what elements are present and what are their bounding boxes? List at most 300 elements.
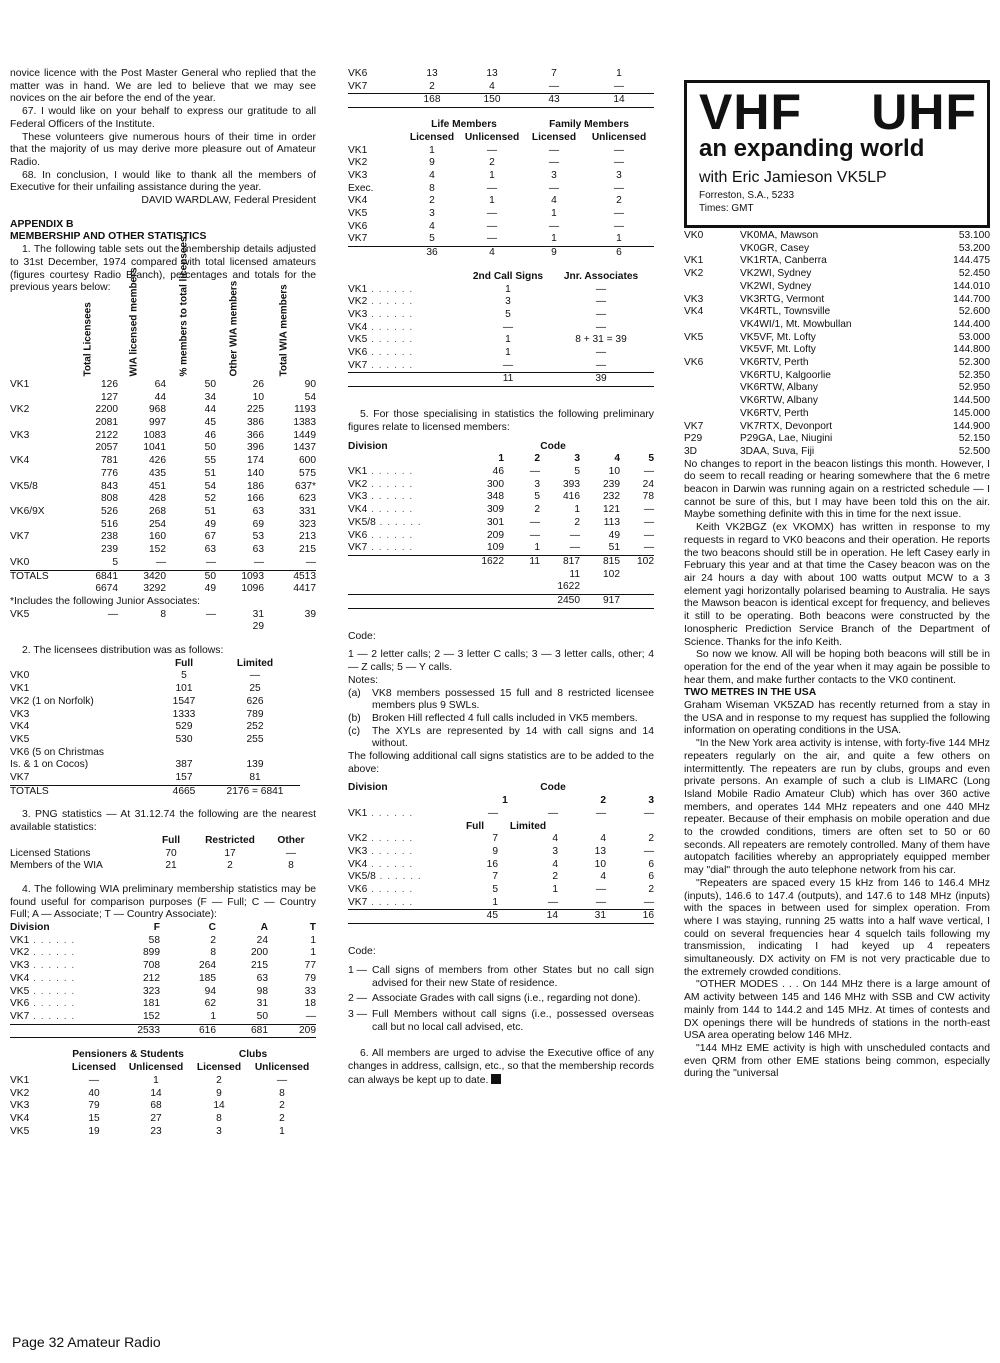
table-cell: 2 xyxy=(429,80,435,92)
table-cell: 13 xyxy=(594,845,606,857)
table-cell: 6 xyxy=(584,247,654,260)
table-cell xyxy=(10,960,122,973)
table-cell: 393 xyxy=(563,478,580,490)
table-cell: 997 xyxy=(149,417,166,429)
table-cell: 264 xyxy=(199,960,216,972)
table-row xyxy=(10,609,316,622)
table-row xyxy=(684,408,990,421)
table-cell: 2 xyxy=(648,884,654,896)
table-cell: A xyxy=(260,922,268,934)
table-row xyxy=(10,392,316,405)
table-row xyxy=(348,81,654,94)
table-cell: VK1 xyxy=(684,255,704,267)
table-cell: 90 xyxy=(304,378,316,390)
row-label: VK1 xyxy=(348,807,368,819)
table-row xyxy=(684,433,990,446)
table-cell: 121 xyxy=(603,504,620,516)
table-cell xyxy=(504,581,540,594)
table-cell: 127 xyxy=(101,391,118,403)
table-header-row xyxy=(10,835,316,848)
table-cell xyxy=(580,581,620,594)
table-cell: VK3 xyxy=(10,708,30,720)
table-cell: 24 xyxy=(642,478,654,490)
table-cell: 63 xyxy=(252,505,264,517)
table-cell: — xyxy=(487,807,498,819)
table-cell: 2200 xyxy=(95,404,118,416)
table-row xyxy=(348,170,654,183)
table-cell: 4 xyxy=(429,220,435,232)
table-cell: 1 xyxy=(310,934,316,946)
table-cell: TOTALS xyxy=(10,570,72,583)
table-cell: — xyxy=(613,220,625,232)
vhf-uhf-masthead xyxy=(684,80,990,228)
table-cell: 623 xyxy=(299,493,316,505)
table-cell: 2 xyxy=(489,157,495,169)
table-total-row xyxy=(348,94,654,108)
table-cell: 3 xyxy=(552,845,558,857)
table-cell: VK3 xyxy=(10,429,30,441)
table-cell: 451 xyxy=(149,480,166,492)
table-row xyxy=(348,157,654,170)
row-label: VK5 xyxy=(348,334,368,346)
table-cell: 144.800 xyxy=(953,344,990,356)
table-cell: 113 xyxy=(603,516,620,528)
table-cell: VK5 xyxy=(10,608,30,620)
table-cell: VK6RTV, Perth xyxy=(740,407,809,419)
table-cell: 899 xyxy=(143,947,160,959)
table-cell: 2 xyxy=(279,1100,285,1112)
table-cell xyxy=(348,347,468,360)
table-cell: Licensed Stations xyxy=(10,847,91,859)
table-cell: — xyxy=(547,896,558,908)
table-cell: 45 xyxy=(204,417,216,429)
table-cell: — xyxy=(613,80,625,92)
table-cell xyxy=(684,382,740,395)
table-row xyxy=(684,268,990,281)
table-cell: 62 xyxy=(204,998,216,1010)
table-cell: 1 xyxy=(153,1074,159,1086)
table-cell: 3 xyxy=(574,453,580,465)
leader-dots: . . . . . . xyxy=(375,516,422,528)
code-marker: 3 — xyxy=(348,1009,368,1020)
table-cell: 4 xyxy=(552,858,558,870)
table-cell: 77 xyxy=(304,960,316,972)
table-cell: Full xyxy=(174,657,194,669)
note-marker: (a) xyxy=(348,687,361,699)
table-cell: — xyxy=(643,845,654,857)
code-text: Full Members without call signs (i.e., possessed overseas call but no local call advised, etc. xyxy=(372,1009,654,1033)
table-cell: — xyxy=(613,208,625,220)
table-row xyxy=(10,960,316,973)
table-row xyxy=(684,230,990,243)
table-total-row xyxy=(10,785,300,798)
table-cell: 255 xyxy=(246,733,264,745)
table-row xyxy=(684,319,990,332)
leader-dots: . . . . . . xyxy=(367,334,414,346)
table-cell: 815 xyxy=(580,555,620,568)
table-cell xyxy=(10,658,158,671)
table-cell: — xyxy=(205,556,216,568)
leader-dots: . . . . . . xyxy=(367,833,414,845)
table-cell: 209 xyxy=(268,1024,316,1038)
table-cell: 152 xyxy=(149,544,166,556)
appendix-intro: 1. The following table sets out the membership details adjusted to 31st December, 1974 compared with total licensed amateurs (figures courtesy Radio Branch), percentages and totals for the previous years below: xyxy=(10,244,316,294)
table-cell: 3292 xyxy=(143,583,166,595)
table-row xyxy=(10,683,300,696)
leader-dots: . . . . . . xyxy=(367,321,414,333)
table-row xyxy=(10,481,316,494)
table-cell: 52.500 xyxy=(958,445,990,457)
table-cell: VK2 (1 on Norfolk) xyxy=(10,695,94,707)
table-cell xyxy=(158,747,210,760)
table-cell: 145.000 xyxy=(953,407,990,419)
table-row xyxy=(684,421,990,434)
table-cell: 44 xyxy=(154,391,166,403)
table-cell xyxy=(72,621,118,634)
table-cell: — xyxy=(595,347,607,359)
row-label: VK1 xyxy=(10,934,30,946)
table-row xyxy=(684,370,990,383)
table-cell: — xyxy=(643,504,654,516)
table-cell xyxy=(10,935,122,948)
table-row xyxy=(10,570,316,583)
table-cell: 1622 xyxy=(452,555,504,568)
table-row xyxy=(348,808,654,821)
table-cell xyxy=(348,555,452,568)
table-row xyxy=(10,986,316,999)
paragraph: These volunteers give numerous hours of their time in order that the majority of us may derive more pleasure out of Amateur Radio. xyxy=(10,131,316,168)
table-cell: Limited xyxy=(509,820,547,832)
table-cell xyxy=(166,621,216,634)
row-label: VK4 xyxy=(348,321,368,333)
table-row xyxy=(10,759,300,772)
table-cell: 5 xyxy=(181,670,187,682)
leader-dots: . . . . . . xyxy=(367,845,414,857)
table-cell: — xyxy=(548,80,560,92)
table-header-row xyxy=(348,271,654,284)
table-row xyxy=(348,296,654,309)
table-cell: 52.600 xyxy=(958,306,990,318)
table-cell: 575 xyxy=(299,467,316,479)
table-cell: — xyxy=(107,608,118,620)
table-cell: 426 xyxy=(149,455,166,467)
table-cell xyxy=(348,542,452,555)
table-cell: 2 xyxy=(429,195,435,207)
table-cell: — xyxy=(529,529,540,541)
code-text: Associate Grades with call signs (i.e., regarding not done). xyxy=(372,993,641,1005)
table-cell: VK1 xyxy=(10,378,30,390)
paragraph: So now we know. All will be hoping both beacons will still be in operation for the end of the year when it may again be possible to hear them, and make further contacts to the VK0 continent. xyxy=(684,649,990,686)
table-row xyxy=(348,360,654,373)
table-cell: 4665 xyxy=(158,785,210,798)
distribution-intro: 2. The licensees distribution was as follows: xyxy=(22,645,224,657)
table-row xyxy=(10,709,300,722)
table-cell: 2 xyxy=(600,795,606,807)
table-cell: 1 xyxy=(429,144,435,156)
table-row xyxy=(10,506,316,519)
appendix-subheading: MEMBERSHIP AND OTHER STATISTICS xyxy=(10,231,207,243)
table-cell xyxy=(264,621,316,634)
table-cell: 70 xyxy=(165,847,177,859)
table-cell: 323 xyxy=(299,518,316,530)
table-cell: — xyxy=(486,182,498,194)
table-cell: 4 xyxy=(600,871,606,883)
table-cell: 1 xyxy=(502,795,508,807)
leader-dots: . . . . . . xyxy=(375,871,422,883)
table-cell: — xyxy=(305,1011,316,1022)
table-cell xyxy=(504,595,540,609)
table-cell: 366 xyxy=(247,429,264,441)
table-cell: 144.500 xyxy=(953,395,990,407)
table-row xyxy=(10,417,316,430)
table-cell: — xyxy=(486,220,498,232)
table-cell: 40 xyxy=(88,1087,100,1099)
table-header-row xyxy=(348,821,654,834)
table-cell xyxy=(10,998,122,1011)
leader-dots: . . . . . . xyxy=(367,542,414,554)
table-cell: 64 xyxy=(154,378,166,390)
membership-note: *Includes the following Junior Associates: xyxy=(10,595,201,607)
table-row xyxy=(348,542,654,555)
table-cell: — xyxy=(613,182,625,194)
paragraph: "144 MHz EME activity is high with unscheduled contacts and even QRM from other EME stations being common, especially during the "universal xyxy=(684,1043,990,1080)
table-cell: 1093 xyxy=(216,570,264,583)
table-cell: Full xyxy=(465,820,485,832)
table-cell: 33 xyxy=(304,985,316,997)
table-cell: — xyxy=(595,896,606,908)
table-cell xyxy=(620,595,654,609)
notes-list xyxy=(348,688,654,752)
row-label: VK1 xyxy=(348,465,368,477)
table-cell: — xyxy=(595,308,607,320)
table-cell xyxy=(10,1011,122,1024)
table-cell: 387 xyxy=(175,759,193,771)
table-cell: 5 xyxy=(429,233,435,245)
table-cell: 168 xyxy=(404,94,460,108)
table-cell: VK7 xyxy=(10,772,30,784)
table-cell: 3 xyxy=(505,296,511,308)
note-marker: (b) xyxy=(348,712,361,724)
table-cell: 13 xyxy=(426,68,438,79)
table-cell: 102 xyxy=(620,555,654,568)
table-cell: 323 xyxy=(143,985,160,997)
table-cell: VK5 xyxy=(10,733,30,745)
table-cell: 776 xyxy=(101,467,118,479)
table-cell: 94 xyxy=(204,985,216,997)
table-cell xyxy=(348,334,468,347)
table-cell: 8 + 31 = 39 xyxy=(575,334,627,346)
table-cell: Licensed xyxy=(71,1062,117,1074)
table-cell xyxy=(348,859,452,872)
table-cell xyxy=(348,247,404,260)
code-table xyxy=(348,441,654,609)
leader-dots: . . . . . . xyxy=(367,465,414,477)
table-header-row xyxy=(10,922,316,935)
table-cell: 3 xyxy=(216,1125,222,1137)
table-cell: — xyxy=(548,182,560,194)
table-cell: 17 xyxy=(224,847,236,859)
table-cell xyxy=(504,569,540,582)
table-cell: 3 xyxy=(616,169,622,181)
row-label: VK3 xyxy=(348,491,368,503)
table-cell: 4 xyxy=(551,195,557,207)
table-cell: 14 xyxy=(498,910,558,924)
table-cell: 1333 xyxy=(172,708,196,720)
code2-label: Code: xyxy=(348,946,376,958)
table-cell: VK6 xyxy=(348,68,368,79)
column-header: % members to total licensees xyxy=(178,236,190,377)
table-cell: 254 xyxy=(149,518,166,530)
table-cell xyxy=(348,504,452,517)
table-row xyxy=(10,973,316,986)
table-cell: 626 xyxy=(246,695,264,707)
table-row xyxy=(348,195,654,208)
table-cell xyxy=(684,243,740,256)
table-cell: 4 xyxy=(429,169,435,181)
table-cell: 2 xyxy=(216,1074,222,1086)
table-cell: 1 xyxy=(616,233,622,245)
table-cell: 396 xyxy=(247,442,264,454)
table-cell: Licensed xyxy=(196,1062,242,1074)
table-cell xyxy=(452,581,504,594)
table-cell: 1 xyxy=(574,504,580,516)
table-cell: 27 xyxy=(150,1112,162,1124)
paragraph-6-text: 6. All members are urged to advise the Executive office of any changes in address, callsign, etc., so that the membership records can always be kept up to date. xyxy=(348,1048,654,1086)
table-header-row xyxy=(10,1062,316,1075)
table-cell: 6 xyxy=(648,858,654,870)
table-row xyxy=(348,183,654,196)
table-cell: — xyxy=(249,670,261,682)
table-cell: 52.300 xyxy=(958,357,990,369)
note-marker: (c) xyxy=(348,725,361,737)
paragraph: No changes to report in the beacon listings this month. However, I do seem to recall reading or hearing somewhere that the 6 metre beacon in Darwin was running again on a restricted schedule — I cannot be sure of this, but I may have been told this on the air. Maybe something definite with this in time for the next issue. xyxy=(684,458,990,521)
table-cell: 10 xyxy=(252,391,264,403)
table-cell: 55 xyxy=(204,455,216,467)
table-cell: 53 xyxy=(252,531,264,543)
table-cell: 11 xyxy=(468,373,548,387)
leader-dots: . . . . . . xyxy=(367,359,414,371)
column-header: Total Licensees xyxy=(82,302,94,377)
table-cell: 348 xyxy=(487,491,504,503)
table-cell: 19 xyxy=(88,1125,100,1137)
table-cell: 139 xyxy=(246,759,264,771)
table-cell: 808 xyxy=(101,493,118,505)
table-cell: 24 xyxy=(256,934,268,946)
table-cell xyxy=(684,395,740,408)
table-cell: — xyxy=(547,807,558,819)
table-cell: 52.450 xyxy=(958,268,990,280)
prelim-intro: 4. The following WIA preliminary membership statistics may be found useful for comparison purposes (F — Full; C — Country Full; A — Associate; T — Country Associate): xyxy=(10,883,316,921)
table-header-row xyxy=(10,658,300,671)
table-cell: VK1 xyxy=(10,683,30,695)
code2-list xyxy=(348,965,654,1035)
table-cell: VK3 xyxy=(10,1100,30,1112)
table-cell xyxy=(348,910,452,924)
table-cell xyxy=(10,835,148,848)
table-cell xyxy=(348,884,452,897)
table-cell: 25 xyxy=(249,683,261,695)
table-row xyxy=(684,243,990,256)
table-row xyxy=(10,734,300,747)
table-header-row xyxy=(348,782,654,795)
table-row xyxy=(684,357,990,370)
table-cell: 140 xyxy=(247,467,264,479)
section-heading: TWO METRES IN THE USA xyxy=(684,687,817,699)
table-cell: 200 xyxy=(251,947,268,959)
table-cell: Is. & 1 on Cocos) xyxy=(10,759,89,771)
table-cell: Pensioners & Students xyxy=(72,1049,184,1061)
column-right xyxy=(684,80,990,1081)
table-cell: — xyxy=(548,157,560,169)
table-cell: — xyxy=(253,556,264,568)
row-label: VK3 xyxy=(348,845,368,857)
table-cell: 1 xyxy=(489,195,495,207)
table-cell: 1 xyxy=(505,334,511,346)
table-cell: 2450 xyxy=(540,595,580,609)
table-cell: VK7 xyxy=(10,531,30,543)
table-cell xyxy=(348,309,468,322)
table-cell: VK1RTA, Canberra xyxy=(740,255,827,267)
table-cell: 2 xyxy=(534,504,540,516)
table-cell: — xyxy=(643,807,654,819)
leader-dots: . . . . . . xyxy=(367,884,414,896)
table-cell: 7 xyxy=(492,833,498,845)
table-cell: 843 xyxy=(101,480,118,492)
table-cell: VK7 xyxy=(348,80,368,92)
table-cell: 530 xyxy=(175,733,193,745)
table-row xyxy=(10,1088,316,1101)
table-total-row xyxy=(348,373,654,387)
table-cell: 36 xyxy=(404,247,460,260)
family-members-continued-table xyxy=(348,68,654,108)
table-cell: 1 xyxy=(310,947,316,959)
table-cell: — xyxy=(595,321,607,333)
table-cell: 50 xyxy=(256,1011,268,1022)
table-cell: VK2WI, Sydney xyxy=(740,268,812,280)
table-row xyxy=(10,544,316,557)
code-label: Code: xyxy=(348,630,376,642)
table-cell: VK7 xyxy=(684,420,704,432)
table-cell: 239 xyxy=(603,478,620,490)
table-row xyxy=(10,935,316,948)
table-cell: 144.900 xyxy=(953,420,990,432)
column-header: WIA licensed members xyxy=(128,267,140,377)
row-label: VK7 xyxy=(348,896,368,908)
table-header-row xyxy=(348,453,654,466)
code-item xyxy=(348,965,654,990)
table-cell xyxy=(348,897,452,910)
leader-dots: . . . . . . xyxy=(367,807,414,819)
table-cell: VK0 xyxy=(10,670,30,682)
row-label: VK6 xyxy=(348,529,368,541)
table-cell xyxy=(10,468,72,481)
table-cell: F xyxy=(153,922,160,934)
table-cell: VK2 xyxy=(684,268,704,280)
table-row xyxy=(10,721,300,734)
table-cell: 8 xyxy=(429,182,435,194)
table-row xyxy=(348,846,654,859)
table-row xyxy=(10,696,300,709)
column-left xyxy=(10,68,316,1138)
table-cell: Limited xyxy=(236,657,274,669)
table-cell: 1 xyxy=(505,283,511,295)
table-cell: 616 xyxy=(160,1024,216,1038)
table-row xyxy=(10,1075,316,1088)
code-text: 1 — 2 letter calls; 2 — 3 letter C calls; 3 — 3 letter calls, other; 4 — Z calls; 5 — Y calls. xyxy=(348,649,654,674)
pensioners-clubs-table xyxy=(10,1049,316,1138)
table-cell: 526 xyxy=(101,505,118,517)
table-cell: — xyxy=(643,529,654,541)
